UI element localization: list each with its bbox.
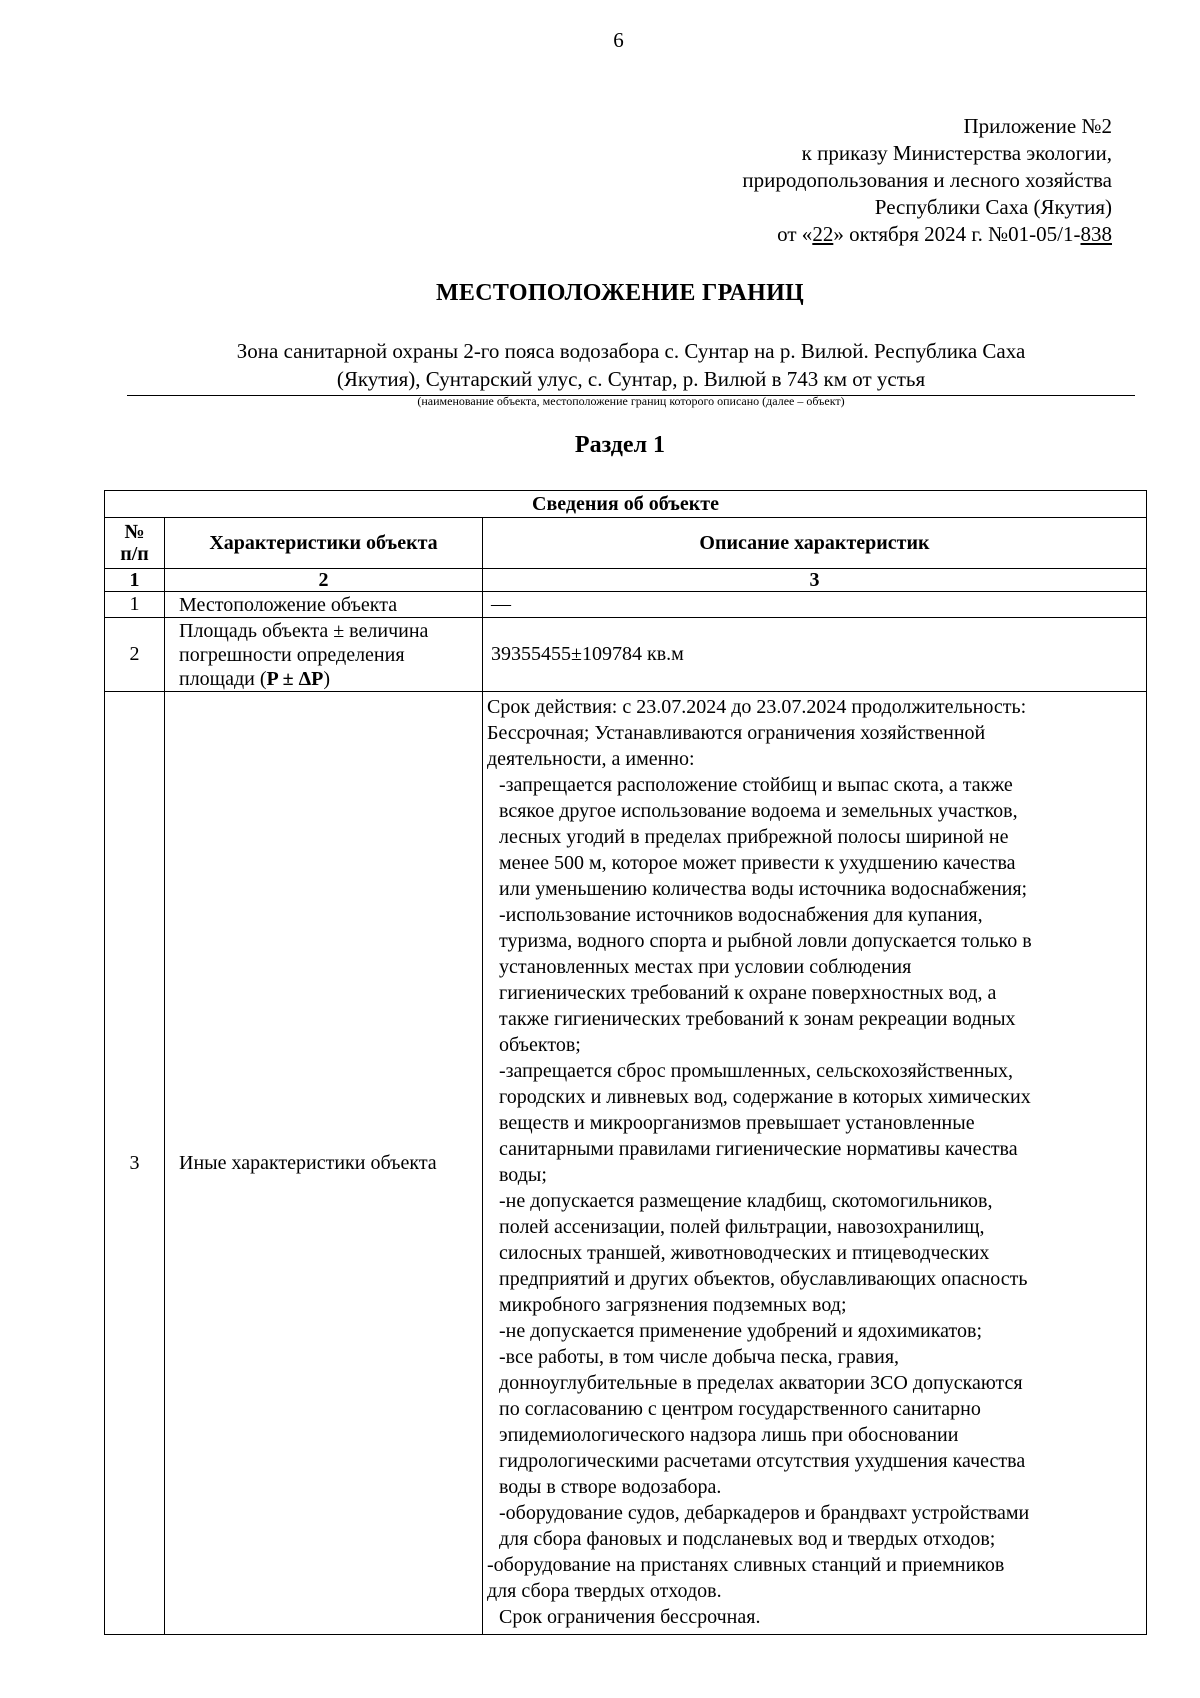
desc-line: установленных местах при условии соблюдения [499, 956, 912, 978]
desc-line: деятельности, а именно: [487, 748, 695, 770]
object-name [127, 337, 1135, 396]
desc-line: воды; [499, 1164, 547, 1186]
table-row [105, 692, 1147, 1635]
desc-line: -не допускается применение удобрений и ядохимикатов; [499, 1320, 982, 1342]
desc-line: воды в створе водозабора. [499, 1476, 722, 1498]
desc-line: менее 500 м, которое может привести к ухудшению качества [499, 852, 1016, 874]
desc-line: или уменьшению количества воды источника водоснабжения; [499, 878, 1028, 900]
desc-line: городских и ливневых вод, содержание в которых химических [499, 1086, 1031, 1108]
appendix-date-line [742, 221, 1112, 248]
object-name-line: Зона санитарной охраны 2-го пояса водозабора с. Сунтар на р. Вилюй. Республика Саха [236, 339, 1026, 363]
column-index: 3 [483, 569, 1147, 592]
desc-line: для сбора твердых отходов. [487, 1580, 722, 1602]
header-number-line: п/п [120, 543, 149, 565]
row-number: 1 [105, 592, 165, 618]
header-description: Описание характеристик [483, 518, 1147, 569]
row-name-text: площади ( [179, 667, 267, 690]
row-name [165, 618, 483, 692]
row-value: 39355455±109784 кв.м [483, 618, 1147, 692]
table-caption-row [105, 491, 1147, 518]
row-number: 2 [105, 618, 165, 692]
section-title: Раздел 1 [574, 432, 666, 458]
order-number: 838 [1080, 222, 1112, 246]
desc-line: Бессрочная; Устанавливаются ограничения хозяйственной [487, 722, 986, 744]
desc-line: силосных траншей, животноводческих и птицеводческих [499, 1242, 990, 1264]
row-name-line: погрешности определения [179, 643, 405, 666]
row-number: 3 [105, 692, 165, 1635]
appendix-line: к приказу Министерства экологии, [801, 141, 1112, 165]
desc-line: -оборудование на пристанях сливных станций и приемников [487, 1554, 1005, 1576]
object-name-line: (Якутия), Сунтарский улус, с. Сунтар, р. Вилюй в 743 км от устья [336, 367, 926, 391]
area-formula: P ± ΔP [266, 667, 324, 690]
page-number: 6 [613, 28, 624, 52]
row-name: Местоположение объекта [165, 592, 483, 618]
desc-line: предприятий и других объектов, обуславливающих опасность [499, 1268, 1028, 1290]
desc-line: для сбора фановых и подсланевых вод и твердых отходов; [499, 1528, 996, 1550]
desc-line: -все работы, в том числе добыча песка, гравия, [499, 1346, 900, 1368]
desc-line: Срок ограничения бессрочная. [499, 1606, 761, 1628]
row-name-line: Площадь объекта ± величина [179, 619, 429, 642]
desc-line: эпидемиологического надзора лишь при обосновании [499, 1424, 959, 1446]
desc-line: по согласованию с центром государственного санитарно [499, 1398, 981, 1420]
date-prefix: от « [777, 222, 813, 246]
appendix-line: природопользования и лесного хозяйства [742, 168, 1112, 192]
table-header-row [105, 518, 1147, 569]
appendix-block [742, 113, 1112, 248]
desc-line: веществ и микроорганизмов превышает установленные [499, 1112, 975, 1134]
desc-line: микробного загрязнения подземных вод; [499, 1294, 847, 1316]
object-name-caption: (наименование объекта, местоположение границ которого описано (далее – объект) [417, 394, 845, 408]
desc-line: также гигиенических требований к зонам рекреации водных [499, 1008, 1016, 1030]
appendix-line: Республики Саха (Якутия) [874, 195, 1112, 219]
desc-line: гидрологическими расчетами отсутствия ухудшения качества [499, 1450, 1026, 1472]
header-number-line: № [124, 521, 145, 543]
desc-line: всякое другое использование водоема и земельных участков, [499, 800, 1018, 822]
desc-line: полей ассенизации, полей фильтрации, навозохранилищ, [499, 1216, 985, 1238]
desc-line: Срок действия: с 23.07.2024 до 23.07.2024 продолжительность: [487, 696, 1027, 718]
desc-line: -использование источников водоснабжения для купания, [499, 904, 983, 926]
desc-line: лесных угодий в пределах прибрежной полосы шириной не [499, 826, 1009, 848]
desc-line: донноуглубительные в пределах акватории ЗСО допускаются [499, 1372, 1023, 1394]
table-caption: Сведения об объекте [105, 491, 1147, 518]
row-value: — [483, 592, 1147, 618]
desc-line: туризма, водного спорта и рыбной ловли допускается только в [499, 930, 1032, 952]
column-index: 2 [165, 569, 483, 592]
document-title: МЕСТОПОЛОЖЕНИЕ ГРАНИЦ [435, 280, 805, 306]
row-name-text: ) [323, 667, 331, 690]
object-info-table [104, 490, 1147, 1635]
desc-line: -запрещается сброс промышленных, сельскохозяйственных, [499, 1060, 1014, 1082]
desc-line: объектов; [499, 1034, 581, 1056]
desc-line: санитарными правилами гигиенические нормативы качества [499, 1138, 1018, 1160]
table-row [105, 592, 1147, 618]
header-characteristics: Характеристики объекта [165, 518, 483, 569]
row-name-line [179, 667, 478, 691]
appendix-line: Приложение №2 [963, 114, 1112, 138]
header-number [105, 518, 165, 569]
row-description [483, 692, 1147, 1635]
date-day: 22 [812, 222, 834, 246]
column-index-row [105, 569, 1147, 592]
desc-line: -не допускается размещение кладбищ, скотомогильников, [499, 1190, 993, 1212]
date-middle: » октября 2024 г. №01-05/1- [833, 222, 1081, 246]
table-row [105, 618, 1147, 692]
desc-line: -запрещается расположение стойбищ и выпас скота, а также [499, 774, 1013, 796]
desc-line: -оборудование судов, дебаркадеров и брандвахт устройствами [499, 1502, 1030, 1524]
row-name: Иные характеристики объекта [165, 692, 483, 1635]
column-index: 1 [105, 569, 165, 592]
desc-line: гигиенических требований к охране поверхностных вод, а [499, 982, 997, 1004]
